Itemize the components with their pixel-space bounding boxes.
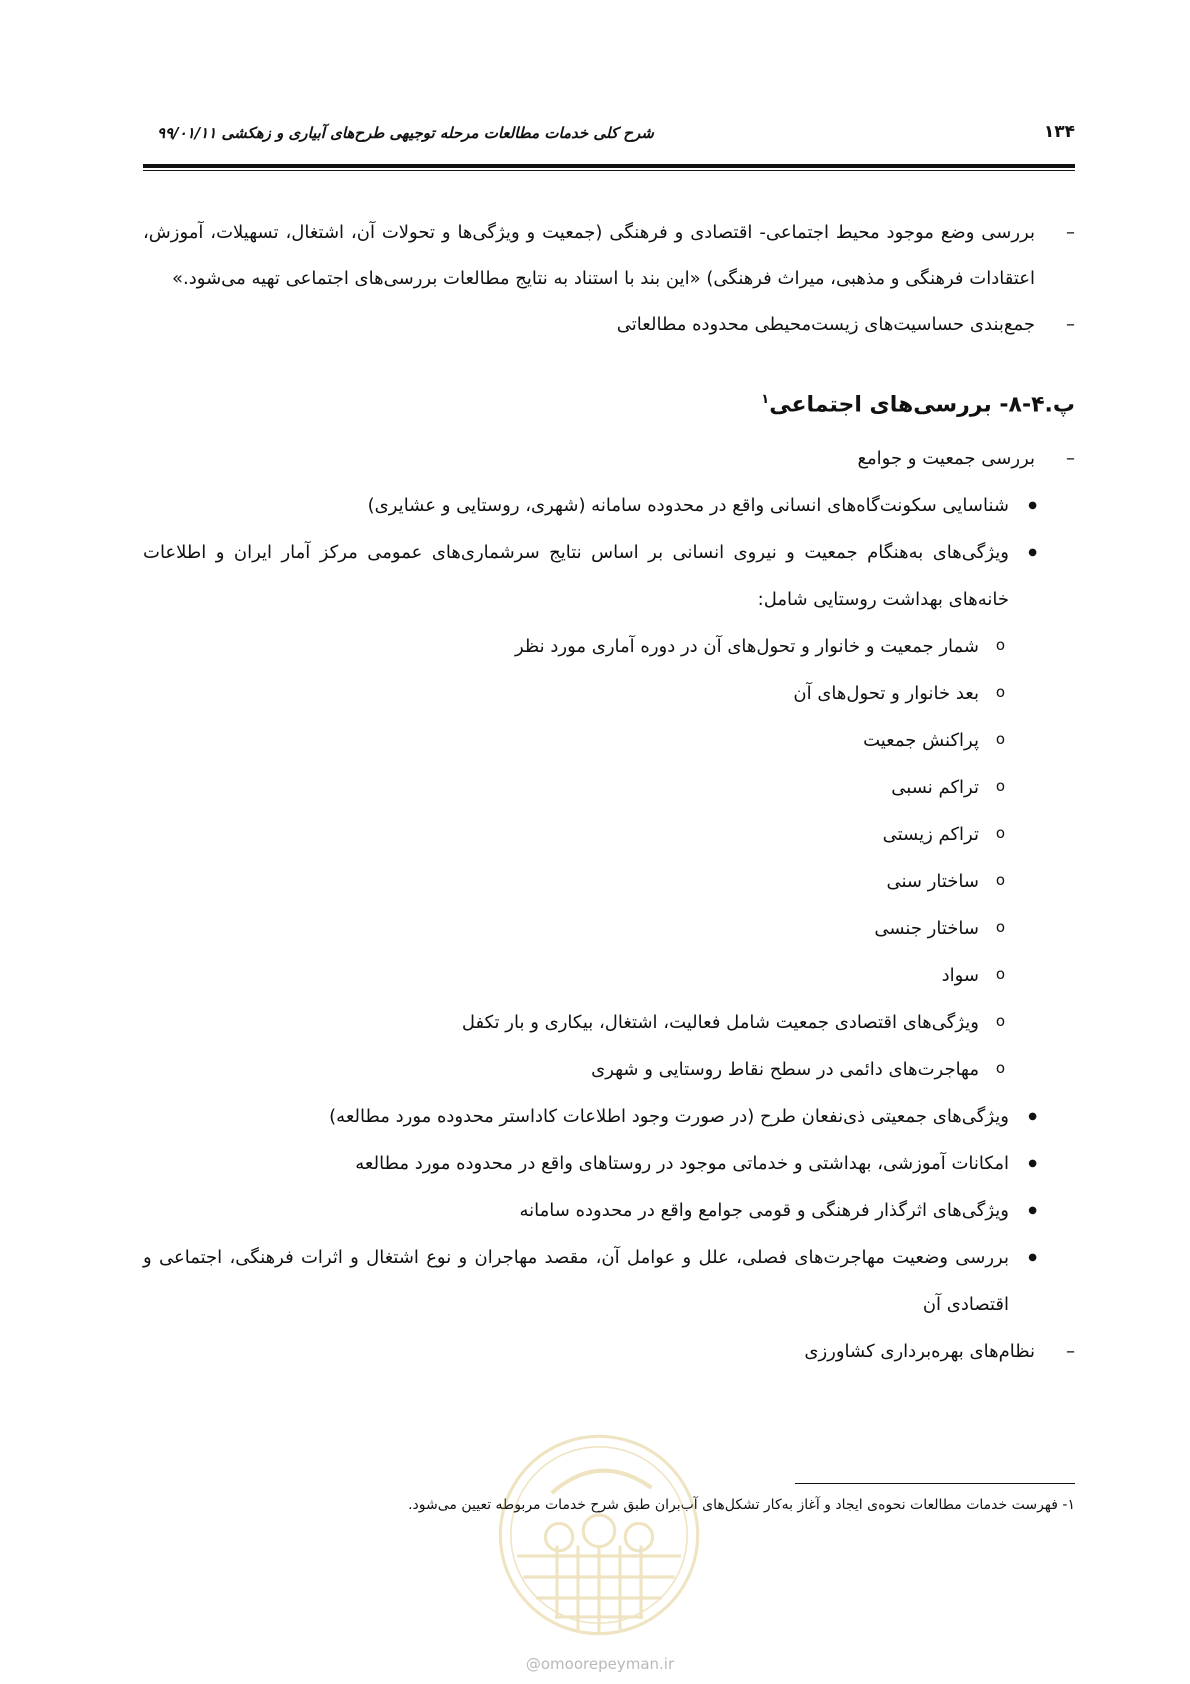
sub-item: o ویژگی‌های اقتصادی جمعیت شامل فعالیت، اشتغال، بیکاری و بار تکفل [143,999,1075,1046]
header-title-line [143,124,654,142]
sub-item: o تراکم نسبی [143,764,1075,811]
page-number: ۱۳۴ [1043,122,1075,142]
farming-title: – نظام‌های بهره‌برداری کشاورزی [143,1328,1075,1375]
bullet-item: ● ویژگی‌های به‌هنگام جمعیت و نیروی انسانی بر اساس نتایج سرشماری‌های عمومی مرکز آمار ایران و اطلاعات خانه‌های بهداشت روستایی شامل: [143,529,1075,623]
header-rule-thin [143,170,1075,171]
section-heading [143,380,1075,425]
footnote-ref: ۱ [761,392,770,407]
page-body [143,210,1075,1375]
page-header [143,122,1075,148]
watermark-seal-icon [494,1430,704,1640]
intro-item: – بررسی وضع موجود محیط اجتماعی- اقتصادی و فرهنگی (جمعیت و ویژگی‌ها و تحولات آن، اشتغال، تسهیلات، آموزش، اعتقادات فرهنگی و مذهبی، میراث فرهنگی) «این بند با استناد به نتایج مطالعات بررسی‌های اجتماعی تهیه می‌شود.» [143,210,1075,302]
bullet-item: ● امکانات آموزشی، بهداشتی و خدماتی موجود در روستاهای واقع در محدوده مورد مطالعه [143,1140,1075,1187]
sub-item: o ساختار جنسی [143,905,1075,952]
footnote-rule [795,1483,1075,1484]
header-title: شرح کلی خدمات مطالعات مرحله توجیهی طرح‌های آبیاری و زهکشی [221,124,654,142]
bullet-item: ● ویژگی‌های جمعیتی ذی‌نفعان طرح (در صورت وجود اطلاعات کاداستر محدوده مورد مطالعه) [143,1093,1075,1140]
footnote: ۱- فهرست خدمات مطالعات نحوه‌ی ایجاد و آغاز به‌کار تشکل‌های آب‌بران طبق شرح خدمات مربوطه تعیین می‌شود. [408,1497,1075,1513]
watermark-url: @omoorepeyman.ir [525,1655,675,1673]
bullet-item: ● ویژگی‌های اثرگذار فرهنگی و قومی جوامع واقع در محدوده سامانه [143,1187,1075,1234]
sub-item: o مهاجرت‌های دائمی در سطح نقاط روستایی و شهری [143,1046,1075,1093]
section-heading-text: پ.۴-۸- بررسی‌های اجتماعی [769,392,1075,418]
bullet-item: ● شناسایی سکونت‌گاه‌های انسانی واقع در محدوده سامانه (شهری، روستایی و عشایری) [143,482,1075,529]
header-date: ۹۹/۰۱/۱۱ [157,124,217,142]
sub-item: o شمار جمعیت و خانوار و تحول‌های آن در دوره آماری مورد نظر [143,623,1075,670]
sub-item: o بعد خانوار و تحول‌های آن [143,670,1075,717]
population-title: – بررسی جمعیت و جوامع [143,435,1075,482]
sub-item: o تراکم زیستی [143,811,1075,858]
sub-item: o پراکنش جمعیت [143,717,1075,764]
sub-item: o ساختار سنی [143,858,1075,905]
header-rule-thick [143,164,1075,168]
sub-item: o سواد [143,952,1075,999]
intro-item: – جمع‌بندی حساسیت‌های زیست‌محیطی محدوده مطالعاتی [143,302,1075,348]
bullet-item: ● بررسی وضعیت مهاجرت‌های فصلی، علل و عوامل آن، مقصد مهاجران و نوع اشتغال و اثرات فرهنگی، اجتماعی و اقتصادی آن [143,1234,1075,1328]
